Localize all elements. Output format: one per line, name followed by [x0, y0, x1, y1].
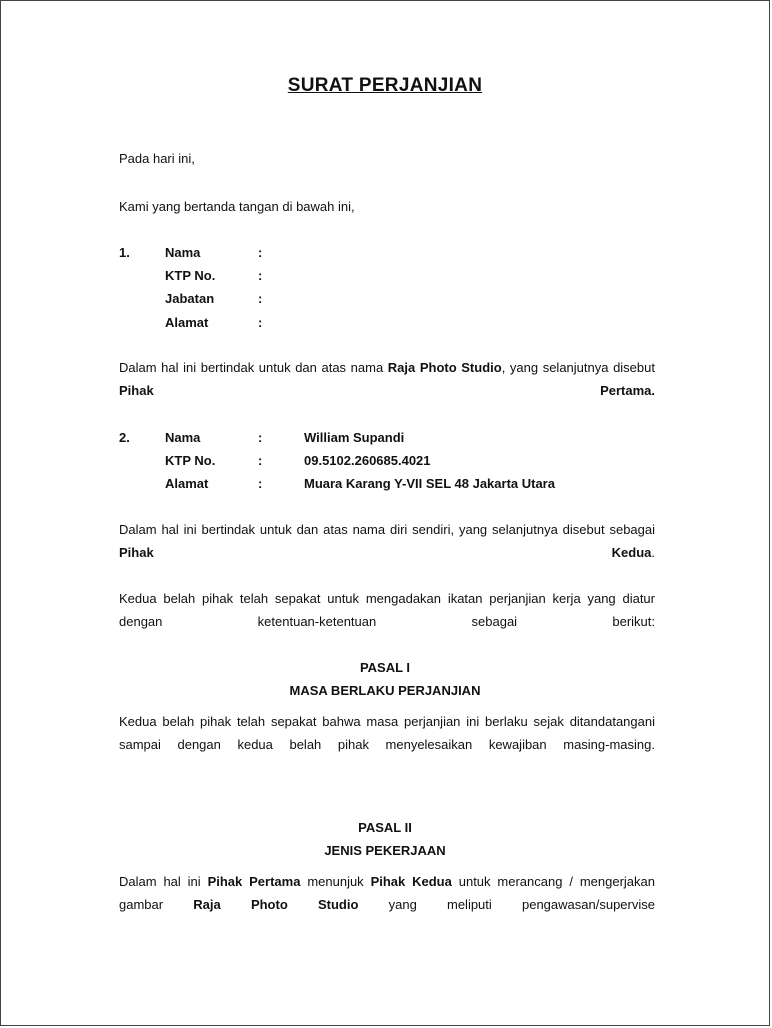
party2-colon-alamat: : [258, 476, 263, 491]
party1-colon-jabatan: : [258, 291, 263, 306]
pasal1-text: Kedua belah pihak telah sepakat bahwa masa perjanjian ini berlaku sejak ditandatangani sampai dengan kedua belah pihak menyelesaikan kewajiban masing-masing. [119, 714, 655, 752]
agreement-intro: Kedua belah pihak telah sepakat untuk mengadakan ikatan perjanjian kerja yang diatur dengan ketentuan-ketentuan sebagai berikut: [119, 591, 655, 629]
party1-description: Dalam hal ini bertindak untuk dan atas nama Raja Photo Studio, yang selanjutnya disebut Pihak Pertama. [119, 360, 655, 398]
party2-description: Dalam hal ini bertindak untuk dan atas nama diri sendiri, yang selanjutnya disebut sebagai Pihak Kedua. [119, 522, 655, 560]
document-title: SURAT PERJANJIAN [287, 75, 483, 96]
pasal1-subheading: MASA BERLAKU PERJANJIAN [289, 683, 481, 698]
pasal2-text: Dalam hal ini Pihak Pertama menunjuk Pihak Kedua untuk merancang / mengerjakan gambar Raja Photo Studio yang meliputi pengawasan/supervise [119, 874, 655, 912]
pasal2-subheading: JENIS PEKERJAAN [324, 843, 446, 858]
pasal1-heading: PASAL I [359, 660, 411, 675]
pasal2-heading: PASAL II [358, 820, 412, 835]
party1-number: 1. [119, 245, 130, 260]
party1-colon-alamat: : [258, 315, 263, 330]
opening-line-2: Kami yang bertanda tangan di bawah ini, [119, 199, 355, 214]
opening-line-1: Pada hari ini, [119, 151, 195, 166]
party1-label-name: Nama [165, 245, 201, 260]
party2-value-alamat: Muara Karang Y-VII SEL 48 Jakarta Utara [304, 476, 555, 491]
party2-number: 2. [119, 430, 130, 445]
party2-label-alamat: Alamat [165, 476, 209, 491]
party2-value-ktp: 09.5102.260685.4021 [304, 453, 431, 468]
party2-value-name: William Supandi [304, 430, 405, 445]
party1-label-jabatan: Jabatan [165, 291, 215, 306]
party2-label-ktp: KTP No. [165, 453, 216, 468]
party2-label-name: Nama [165, 430, 201, 445]
party1-label-alamat: Alamat [165, 315, 209, 330]
party1-colon-name: : [258, 245, 263, 260]
party2-colon-name: : [258, 430, 263, 445]
party2-colon-ktp: : [258, 453, 263, 468]
party1-colon-ktp: : [258, 268, 263, 283]
party1-label-ktp: KTP No. [165, 268, 216, 283]
